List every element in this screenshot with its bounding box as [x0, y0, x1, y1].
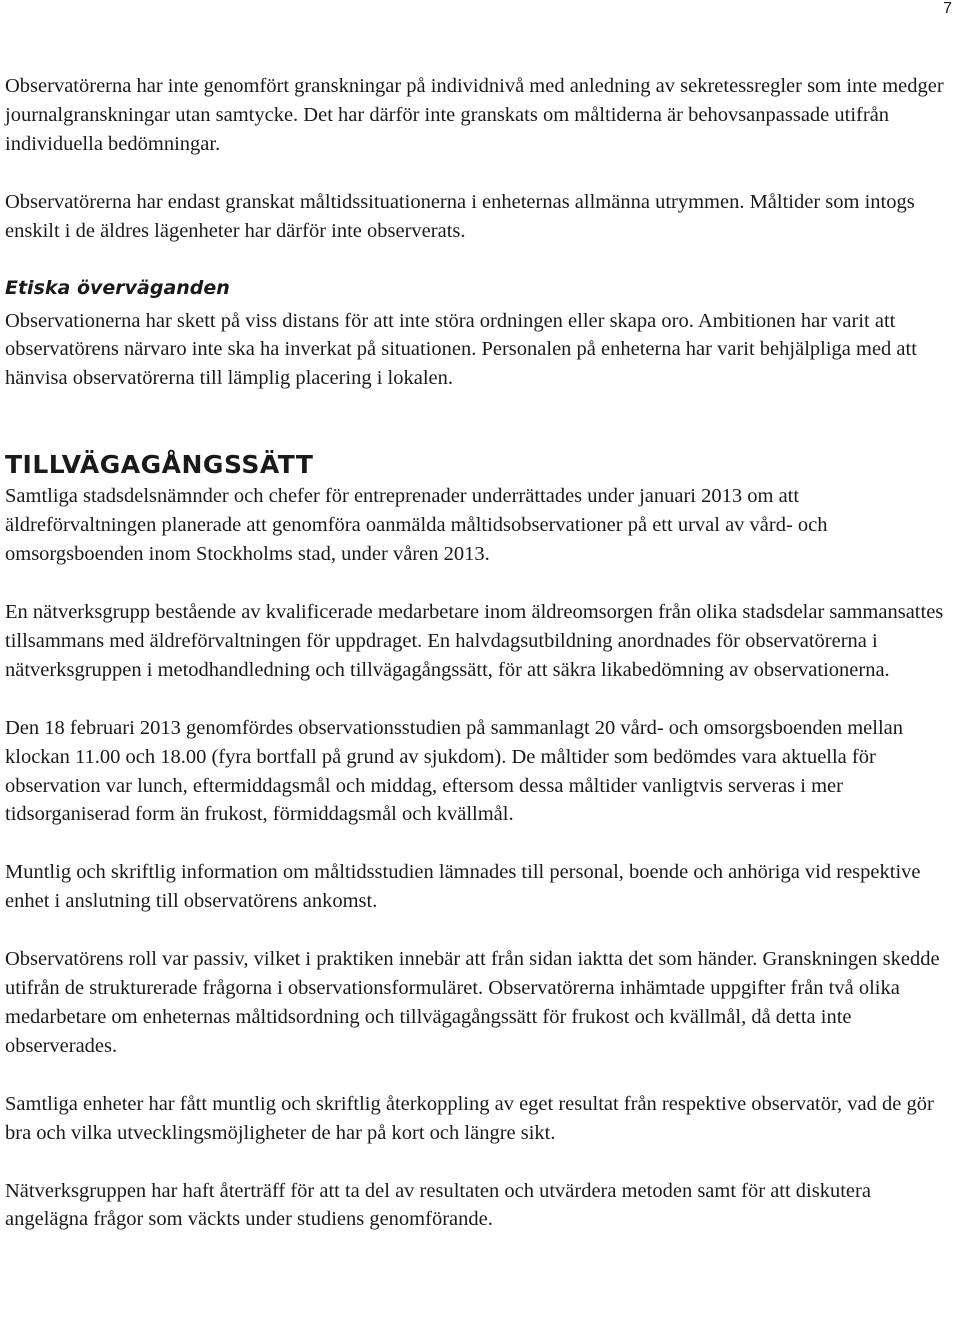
procedure-paragraph-7: Nätverksgruppen har haft återträff för att ta del av resultaten och utvärdera metoden samt för att diskutera angelägna frågor som väckts under studiens genomförande.	[5, 1179, 871, 1231]
procedure-paragraph-1: Samtliga stadsdelsnämnder och chefer för entreprenader underrättades under januari 2013 om att äldreförvaltningen planerade att genomföra oanmälda måltidsobservationer på ett urval av vård- och omsorgsboenden inom Stockholms stad, under våren 2013.	[5, 485, 828, 566]
procedure-paragraph-6: Samtliga enheter har fått muntlig och skriftlig återkoppling av eget resultat från respektive observatör, vad de gör bra och vilka utvecklingsmöjligheter de har på kort och längre sikt.	[5, 1092, 934, 1144]
ethics-paragraph: Observationerna har skett på viss distans för att inte störa ordningen eller skapa oro. Ambitionen har varit att observatörens närvaro inte ska ha inverkat på situationen. Personalen på enheterna har varit behjälpliga med att hänvisa observatörerna till lämplig placering i lokalen.	[5, 309, 917, 390]
procedure-paragraph-2: En nätverksgrupp bestående av kvalificerade medarbetare inom äldreomsorgen från olika stadsdelar sammansattes tillsammans med äldreförvaltningen för uppdraget. En halvdagsutbildning anordnades för observatörerna i nätverksgruppen i metodhandledning och tillvägagångssätt, för att säkra likabedömning av observationerna.	[5, 600, 944, 681]
procedure-heading: TILLVÄGAGÅNGSSÄTT	[5, 450, 314, 480]
procedure-paragraph-5: Observatörens roll var passiv, vilket i praktiken innebär att från sidan iaktta det som händer. Granskningen skedde utifrån de strukturerade frågorna i observationsformuläret. Observatörerna inhämtade uppgifter från två olika medarbetare om enheternas måltidsordning och tillvägagångssätt för frukost och kvällmål, då detta inte observerades.	[5, 948, 940, 1057]
page-number: 7	[943, 0, 952, 17]
procedure-paragraph-4: Muntlig och skriftlig information om måltidsstudien lämnades till personal, boende och anhöriga vid respektive enhet i anslutning till observatörens ankomst.	[5, 861, 921, 913]
intro-paragraph-1: Observatörerna har inte genomfört granskningar på individnivå med anledning av sekretessregler som inte medger journalgranskningar utan samtycke. Det har därför inte granskats om måltiderna är behovsanpassade utifrån individuella bedömningar.	[5, 75, 944, 155]
ethics-heading: Etiska överväganden	[5, 276, 230, 299]
document-body	[5, 72, 945, 1234]
intro-paragraph-2: Observatörerna har endast granskat måltidssituationerna i enheternas allmänna utrymmen. Måltider som intogs enskilt i de äldres lägenheter har därför inte observerats.	[5, 190, 915, 242]
procedure-paragraph-3: Den 18 februari 2013 genomfördes observationsstudien på sammanlagt 20 vård- och omsorgsboenden mellan klockan 11.00 och 18.00 (fyra bortfall på grund av sjukdom). De måltider som bedömdes vara aktuella för observation var lunch, eftermiddagsmål och middag, eftersom dessa måltider vanligtvis serveras i mer tidsorganiserad form än frukost, förmiddagsmål och kvällmål.	[5, 716, 903, 826]
